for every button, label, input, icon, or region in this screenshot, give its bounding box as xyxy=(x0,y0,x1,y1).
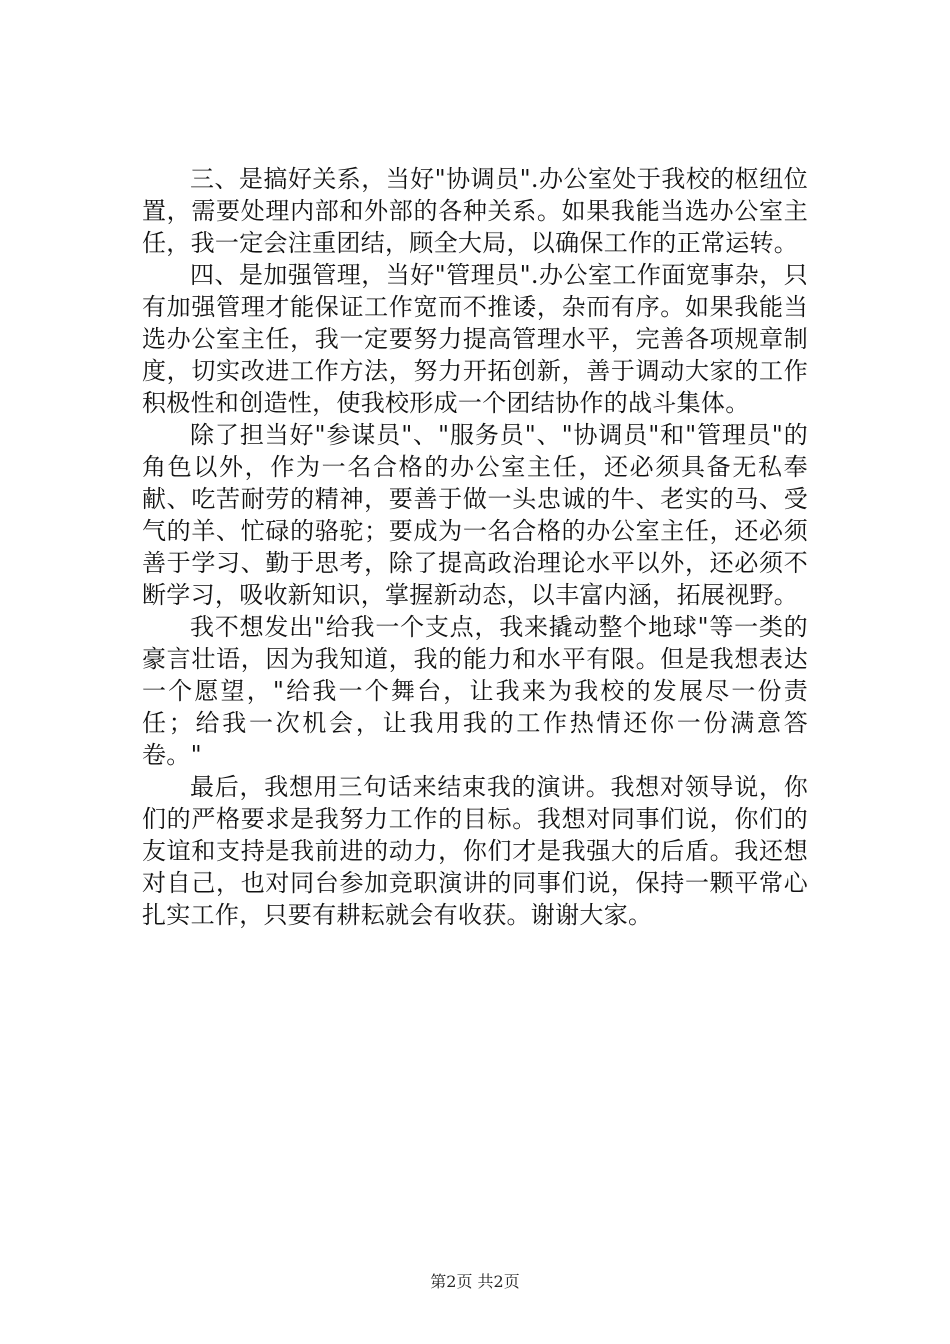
paragraph-roles: 除了担当好"参谋员"、"服务员"、"协调员"和"管理员"的角色以外，作为一名合格的办公室主任，还必须具备无私奉献、吃苦耐劳的精神，要善于做一头忠诚的牛、老实的马、受气的羊、忙碌的骆驼；要成为一名合格的办公室主任，还必须善于学习、勤于思考，除了提高政治理论水平以外，还必须不断学习，吸收新知识，掌握新动态，以丰富内涵，拓展视野。 xyxy=(142,421,808,609)
page-number-footer: 第2页 共2页 xyxy=(430,1272,520,1291)
paragraph-coordination: 三、是搞好关系，当好"协调员".办公室处于我校的枢纽位置，需要处理内部和外部的各种关系。如果我能当选办公室主任，我一定会注重团结，顾全大局，以确保工作的正常运转。 xyxy=(142,165,808,257)
document-body xyxy=(142,163,808,931)
paragraph-wish: 我不想发出"给我一个支点，我来撬动整个地球"等一类的豪言壮语，因为我知道，我的能力和水平有限。但是我想表达一个愿望，"给我一个舞台，让我来为我校的发展尽一份责任；给我一次机会，让我用我的工作热情还你一份满意答卷。" xyxy=(142,613,808,769)
paragraph-management: 四、是加强管理，当好"管理员".办公室工作面宽事杂，只有加强管理才能保证工作宽而不推诿，杂而有序。如果我能当选办公室主任，我一定要努力提高管理水平，完善各项规章制度，切实改进工作方法，努力开拓创新，善于调动大家的工作积极性和创造性，使我校形成一个团结协作的战斗集体。 xyxy=(142,261,808,417)
paragraph-closing: 最后，我想用三句话来结束我的演讲。我想对领导说，你们的严格要求是我努力工作的目标。我想对同事们说，你们的友谊和支持是我前进的动力，你们才是我强大的后盾。我还想对自己，也对同台参加竞职演讲的同事们说，保持一颗平常心扎实工作，只要有耕耘就会有收获。谢谢大家。 xyxy=(142,773,808,929)
